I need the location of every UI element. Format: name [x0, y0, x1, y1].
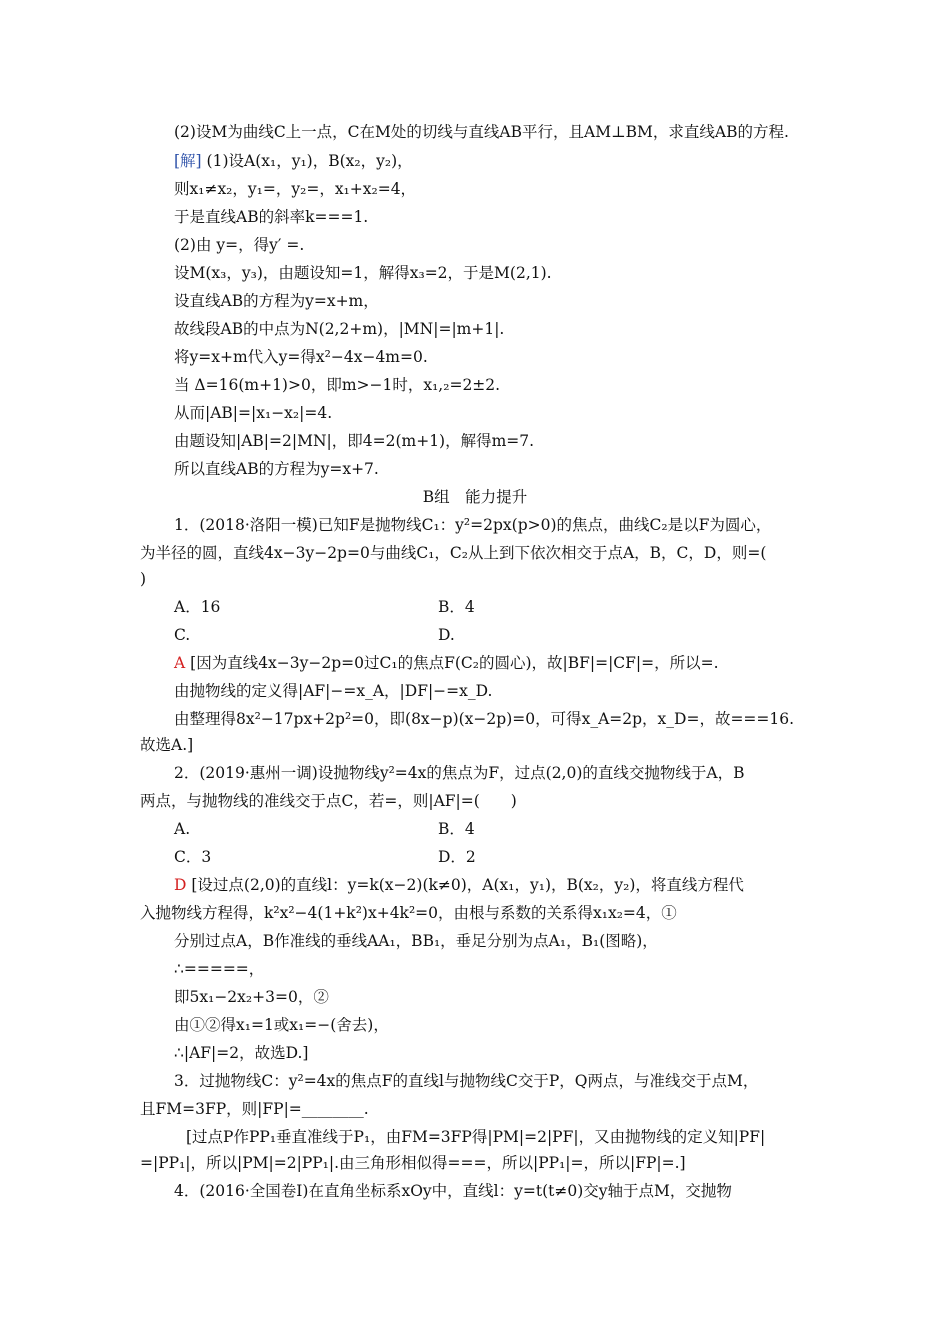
solution-tag: [解] — [174, 152, 202, 170]
solution-line: 于是直线AB的斜率k===1. — [174, 208, 369, 226]
option-c: C．3 — [174, 848, 212, 866]
solution-line: 从而|AB|=|x₁−x₂|=4. — [174, 404, 333, 422]
solution-line: 当 Δ=16(m+1)>0，即m>−1时，x₁,₂=2±2. — [174, 376, 501, 394]
solution-line: 所以直线AB的方程为y=x+7. — [174, 460, 379, 478]
solution-line: 分别过点A，B作准线的垂线AA₁，BB₁，垂足分别为点A₁，B₁(图略)， — [174, 932, 658, 950]
answer-line — [174, 653, 719, 673]
question-2-line: 两点，与抛物线的准线交于点C，若=，则|AF|=( ) — [140, 792, 517, 810]
problem-part2-statement: (2)设M为曲线C上一点，C在M处的切线与直线AB平行，且AM⊥BM，求直线AB的方程. — [174, 123, 789, 141]
solution-line: 即5x₁−2x₂+3=0，② — [174, 988, 329, 1006]
solution-line: 由抛物线的定义得|AF|−=x_A，|DF|−=x_D. — [174, 682, 493, 700]
solution-line — [174, 151, 413, 171]
answer-explanation: [因为直线4x−3y−2p=0过C₁的焦点F(C₂的圆心)，故|BF|=|CF|=，所以=. — [190, 654, 719, 672]
solution-line: [过点P作PP₁垂直准线于P₁，由FM=3FP得|PM|=2|PF|，又由抛物线的定义知|PF| — [186, 1128, 766, 1146]
question-3-line: 3．过抛物线C：y²=4x的焦点F的直线l与抛物线C交于P，Q两点，与准线交于点M， — [174, 1072, 759, 1090]
solution-line: 故线段AB的中点为N(2,2+m)，|MN|=|m+1|. — [174, 320, 505, 338]
answer-letter: D — [174, 876, 187, 894]
answer-letter: A — [174, 654, 186, 672]
solution-line: ∴|AF|=2，故选D.] — [174, 1044, 309, 1062]
answer-explanation: [设过点(2,0)的直线l：y=k(x−2)(k≠0)，A(x₁，y₁)，B(x₂，y₂)，将直线方程代 — [191, 876, 744, 894]
solution-line: 设M(x₃，y₃)，由题设知=1，解得x₃=2，于是M(2,1). — [174, 264, 552, 282]
question-1-line: 为半径的圆，直线4x−3y−2p=0与曲线C₁，C₂从上到下依次相交于点A，B，C，D，则=( — [140, 544, 767, 562]
question-2-line: 2．(2019·惠州一调)设抛物线y²=4x的焦点为F，过点(2,0)的直线交抛物线于A，B — [174, 764, 745, 782]
option-a: A．16 — [174, 598, 221, 616]
solution-line: 故选A.] — [140, 736, 194, 754]
solution-line: 将y=x+m代入y=得x²−4x−4m=0. — [174, 348, 428, 366]
solution-line: ∴=====， — [174, 960, 265, 978]
solution-line: 由题设知|AB|=2|MN|，即4=2(m+1)，解得m=7. — [174, 432, 535, 450]
solution-line: =|PP₁|，所以|PM|=2|PP₁|.由三角形相似得===，所以|PP₁|=，所以|FP|=.] — [140, 1154, 686, 1172]
option-a: A. — [174, 820, 191, 838]
option-b: B．4 — [438, 820, 475, 838]
option-c: C. — [174, 626, 191, 644]
option-b: B．4 — [438, 598, 475, 616]
solution-text: (1)设A(x₁，y₁)，B(x₂，y₂)， — [206, 152, 413, 170]
question-1-line: 1．(2018·洛阳一模)已知F是抛物线C₁：y²=2px(p>0)的焦点，曲线C₂是以F为圆心， — [174, 516, 772, 534]
option-d: D. — [438, 626, 455, 644]
solution-line: 则x₁≠x₂，y₁=，y₂=，x₁+x₂=4， — [174, 180, 417, 198]
answer-line — [174, 875, 744, 895]
solution-line: 由①②得x₁=1或x₁=−(舍去)， — [174, 1016, 389, 1034]
solution-line: 由整理得8x²−17px+2p²=0，即(8x−p)(x−2p)=0，可得x_A=2p，x_D=，故===16. — [174, 710, 795, 728]
question-4-line: 4．(2016·全国卷Ⅰ)在直角坐标系xOy中，直线l：y=t(t≠0)交y轴于点M，交抛物 — [174, 1182, 732, 1200]
section-title: B组 能力提升 — [422, 488, 528, 506]
solution-line: 设直线AB的方程为y=x+m， — [174, 292, 379, 310]
solution-line: (2)由 y=，得y′ =. — [174, 236, 305, 254]
option-d: D．2 — [438, 848, 476, 866]
question-3-line: 且FM=3FP，则|FP|=________. — [140, 1100, 369, 1118]
question-1-line: ) — [140, 570, 147, 588]
solution-line: 入抛物线方程得，k²x²−4(1+k²)x+4k²=0，由根与系数的关系得x₁x₂=4，① — [140, 904, 677, 922]
